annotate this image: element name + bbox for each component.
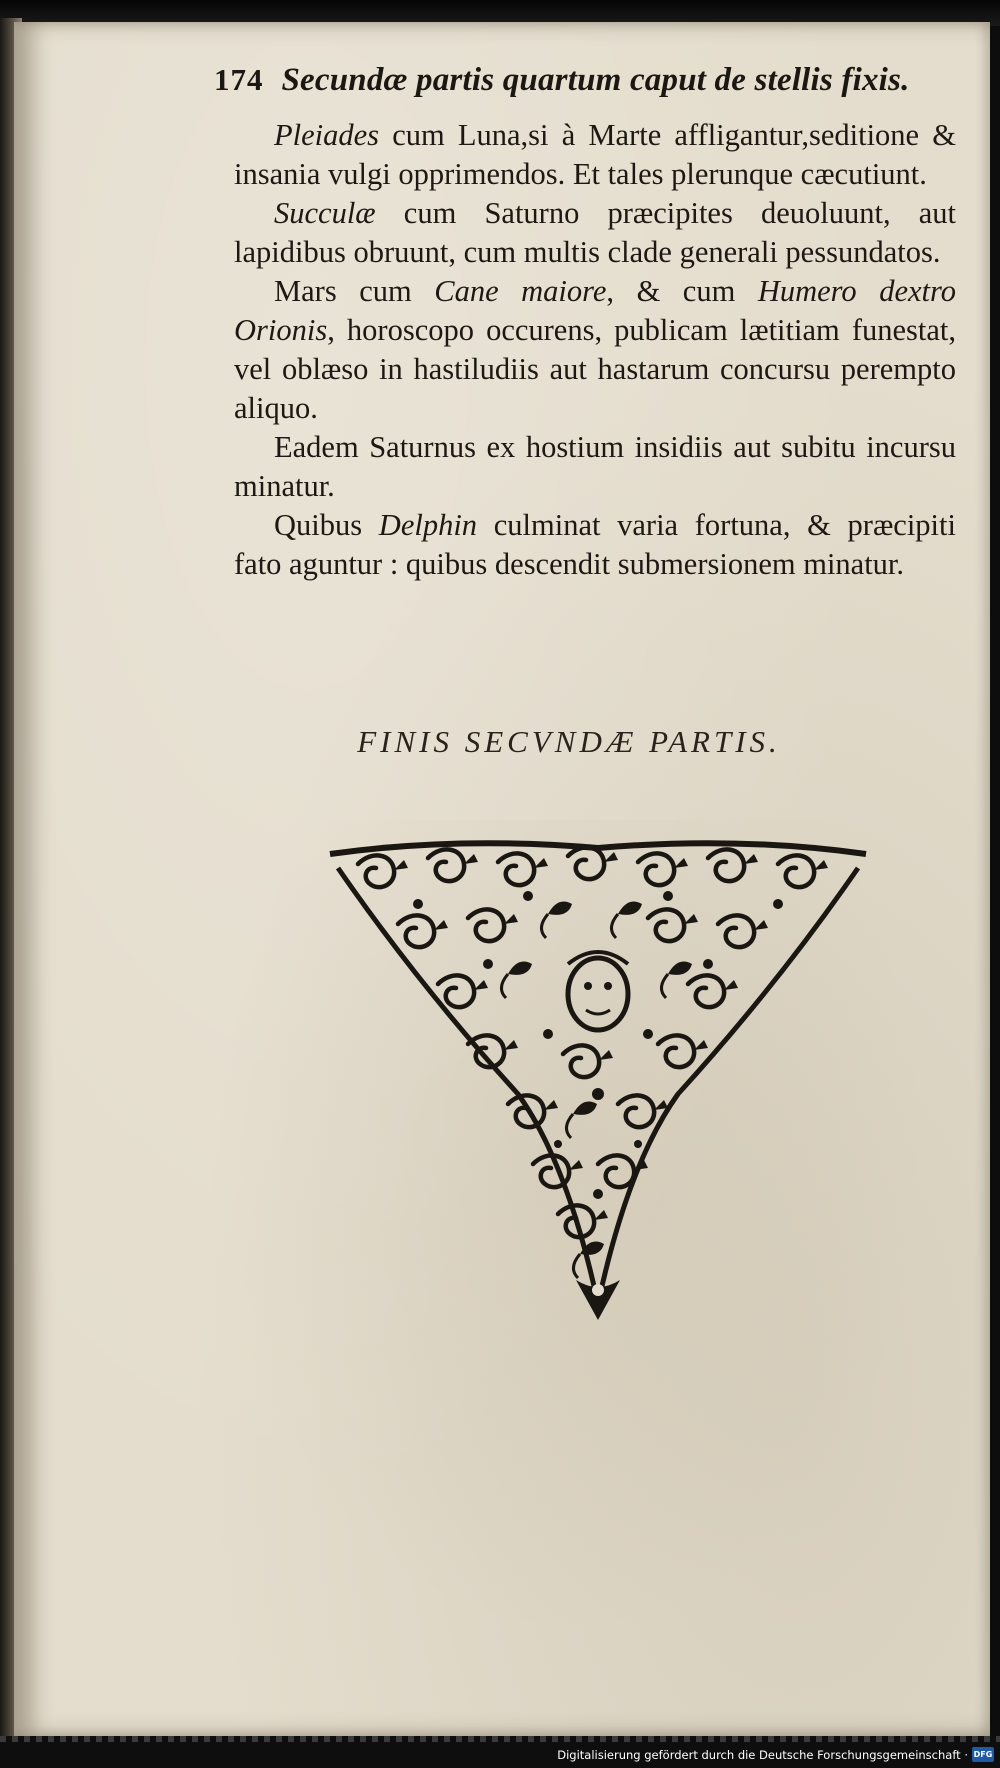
paragraph-text: cum Saturno præcipites deuoluunt, aut lapidibus obruunt, cum multis clade generali pessundatos. xyxy=(234,196,956,269)
paragraph-italic: Humero dextro Orionis xyxy=(234,274,956,347)
paragraph-lead: Pleiades xyxy=(274,118,380,152)
paragraph-text: cum Luna,si à Marte affligantur,seditione & insania vulgi opprimendos. Et tales plerunque cæcutiunt. xyxy=(234,118,956,191)
paragraph-text: , horoscopo occurens, publicam lætitiam funestat, vel oblæso in hastiludiis aut hastarum concursu perempto aliquo. xyxy=(234,313,956,425)
footer-rule xyxy=(0,1736,1000,1742)
paragraph-succulae xyxy=(234,194,956,272)
paragraph-text: culminat varia fortuna, & præcipiti fato aguntur : quibus descendit submersionem minatur. xyxy=(234,508,956,581)
paragraph-italic: Delphin xyxy=(378,508,478,542)
paragraph-mars xyxy=(234,272,956,428)
paragraph-eadem xyxy=(234,428,956,506)
page-header xyxy=(214,62,924,106)
paragraph-text: , & cum xyxy=(606,274,758,308)
tailpiece-ornament-icon xyxy=(318,834,878,1334)
paragraph-text: Mars cum xyxy=(274,274,435,308)
body-text xyxy=(234,116,956,584)
paragraph-lead: Succulæ xyxy=(274,196,376,230)
page-number: 174 xyxy=(214,62,264,97)
paragraph-pleiades xyxy=(234,116,956,194)
dfg-logo-icon: DFG xyxy=(972,1747,994,1762)
paragraph-text: Quibus xyxy=(274,508,379,542)
paragraph-delphin xyxy=(234,506,956,584)
digitization-credit: Digitalisierung gefördert durch die Deutsche Forschungsgemeinschaft · xyxy=(557,1748,968,1762)
paragraph-text: Eadem Saturnus ex hostium insidiis aut subitu incursu minatur. xyxy=(234,430,956,503)
finis-heading: FINIS SECVNDÆ PARTIS. xyxy=(357,724,781,759)
paragraph-italic: Cane maiore xyxy=(434,274,607,308)
running-head: Secundæ partis quartum caput de stellis fixis. xyxy=(281,62,910,98)
